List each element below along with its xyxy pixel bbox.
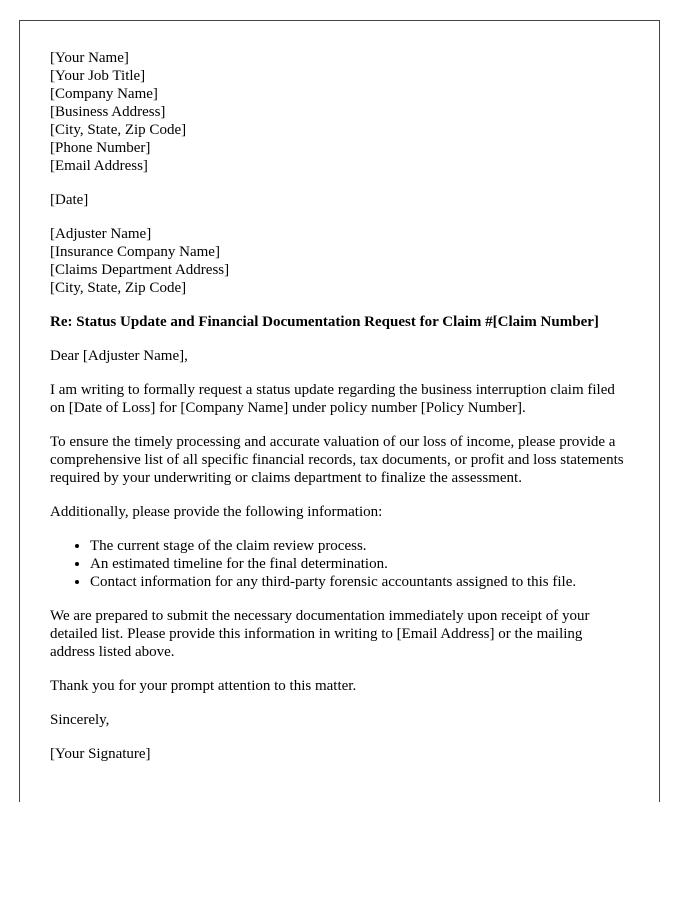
sender-email: [Email Address]	[50, 158, 148, 174]
letter-page	[19, 20, 660, 802]
list-item: • An estimated timeline for the final determination.	[90, 555, 630, 573]
date-line	[50, 191, 630, 209]
recipient-address-block	[50, 225, 630, 297]
recipient-name: [Adjuster Name]	[50, 226, 152, 242]
salutation: Dear [Adjuster Name],	[50, 348, 188, 364]
body-paragraph-1: I am writing to formally request a status update regarding the business interruption claim filed on [Date of Loss] for [Company Name] under policy number [Policy Number].	[50, 382, 615, 416]
closing-paragraph-2: Thank you for your prompt attention to this matter.	[50, 678, 357, 694]
recipient-city-state-zip: [City, State, Zip Code]	[50, 280, 187, 296]
sender-name: [Your Name]	[50, 50, 129, 66]
body-paragraph-3: Additionally, please provide the following information:	[50, 504, 383, 520]
request-list	[50, 537, 630, 591]
recipient-address: [Claims Department Address]	[50, 262, 230, 278]
letter-content	[50, 49, 630, 779]
signature: [Your Signature]	[50, 746, 151, 762]
sender-company: [Company Name]	[50, 86, 158, 102]
closing-paragraph-1: We are prepared to submit the necessary documentation immediately upon receipt of your detailed list. Please provide this information in writing to [Email Address] or the mailing address listed above.	[50, 608, 590, 660]
sender-phone: [Phone Number]	[50, 140, 151, 156]
signoff: Sincerely,	[50, 712, 110, 728]
recipient-company: [Insurance Company Name]	[50, 244, 220, 260]
list-item: • The current stage of the claim review process.	[90, 537, 630, 555]
sender-address: [Business Address]	[50, 104, 166, 120]
sender-city-state-zip: [City, State, Zip Code]	[50, 122, 187, 138]
sender-address-block	[50, 49, 630, 175]
list-item: • Contact information for any third-party forensic accountants assigned to this file.	[90, 573, 630, 591]
letter-date: [Date]	[50, 192, 89, 208]
body-paragraph-2: To ensure the timely processing and accurate valuation of our loss of income, please provide a comprehensive list of all specific financial records, tax documents, or profit and loss statements required by your underwriting or claims department to finalize the assessment.	[50, 434, 624, 486]
sender-job-title: [Your Job Title]	[50, 68, 146, 84]
subject-line: Re: Status Update and Financial Documentation Request for Claim #[Claim Number]	[50, 314, 599, 330]
